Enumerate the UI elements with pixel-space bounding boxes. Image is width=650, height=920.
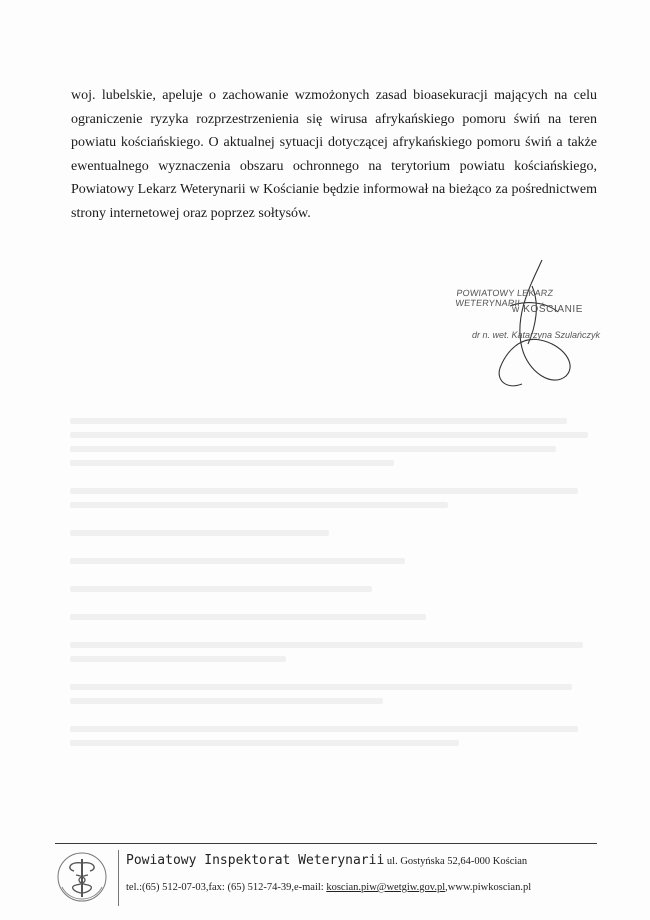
official-stamp <box>448 284 608 394</box>
footer-separator: , <box>445 882 448 893</box>
body-paragraph: woj. lubelskie, apeluje o zachowanie wzmożonych zasad bioasekuracji mających na celu ograniczenie ryzyka rozprzestrzenienia się wirusa afrykańskiego pomoru świń na teren powiatu kościańskiego. O aktualnej sytuacji dotyczącej afrykańskiego pomoru świń a także ewentualnego wyznaczenia obszaru ochronnego na terytorium powiatu kościańskiego, Powiatowy Lekarz Weterynarii w Kościanie będzie informował na bieżąco za pośrednictwem strony internetowej oraz poprzez sołtysów. <box>71 88 597 221</box>
bleed-through <box>70 410 610 754</box>
footer-institution-line <box>126 853 596 868</box>
footer-email-link[interactable]: koscian.piw@wetgiw.gov.pl <box>326 882 446 893</box>
footer-contact: tel.:(65) 512-07-03,fax: (65) 512-74-39,e-mail: <box>126 882 327 893</box>
footer-website-link[interactable]: www.piwkoscian.pl <box>447 882 532 893</box>
caduceus-logo-icon <box>56 851 108 903</box>
footer-contact-line <box>126 882 606 893</box>
footer-divider <box>118 850 119 906</box>
stamp-name: dr n. wet. Katarzyna Szulańczyk <box>472 330 601 340</box>
stamp-title: POWIATOWY LEKARZ WETERYNARII <box>454 288 554 308</box>
body-text <box>71 84 597 225</box>
footer-institution: Powiatowy Inspektorat Weterynarii <box>126 853 385 868</box>
stamp-location: w KOŚCIANIE <box>512 304 584 315</box>
footer-rule <box>55 843 597 844</box>
footer-address: ul. Gostyńska 52,64-000 Kościan <box>384 856 528 867</box>
